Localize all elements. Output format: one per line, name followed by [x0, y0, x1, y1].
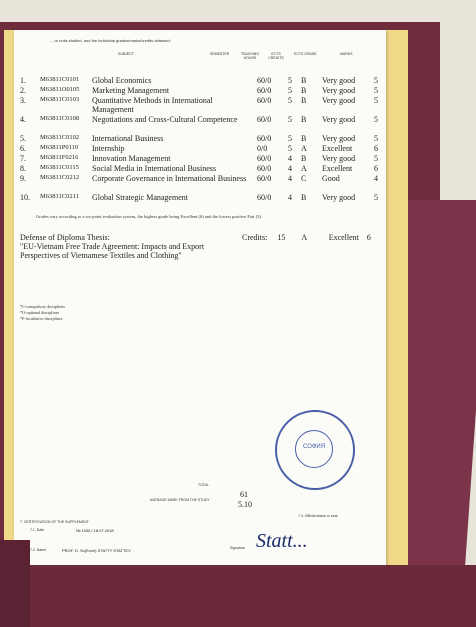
row-mark: Very good: [322, 193, 356, 202]
row-grade: B: [301, 193, 307, 202]
thesis-block: [20, 233, 220, 260]
row-marknum: 5: [374, 96, 378, 105]
row-mark: Very good: [322, 134, 356, 143]
legend-item: *O-optional disciplines: [20, 310, 60, 315]
table-row: [14, 115, 386, 134]
row-hours: 60/0: [257, 174, 272, 183]
row-ects: 5: [288, 76, 292, 85]
grading-note: Grades vary according to a six-point evaluation system, the highest grade being Excellent (6) and the lowest positive Fair (3).: [36, 214, 263, 219]
col-semester: SEMESTER: [210, 52, 230, 56]
row-code: M63811C0115: [40, 164, 79, 171]
row-ects: 5: [288, 134, 292, 143]
row-subject: Global Strategic Management: [92, 193, 188, 202]
row-hours: 60/0: [257, 154, 272, 163]
thesis-mark: Excellent: [328, 233, 359, 242]
row-hours: 0/0: [257, 144, 268, 153]
row-mark: Very good: [322, 154, 356, 163]
row-grade: B: [301, 115, 307, 124]
row-subject: Global Economics: [92, 76, 152, 85]
thesis-title: Defense of Diploma Thesis:: [20, 233, 110, 242]
table-row: [14, 76, 386, 86]
signature: Statt...: [256, 530, 308, 552]
total-value: 61: [240, 490, 248, 499]
row-num: 3.: [20, 96, 26, 105]
row-subject: Marketing Management: [92, 86, 170, 95]
row-grade: C: [301, 174, 307, 183]
avg-label: AVERAGE MARK FROM THE STUDY: [150, 498, 210, 502]
row-marknum: 6: [374, 144, 378, 153]
header-note: ... or units studied, and the individual grades/marks/credits obtained:: [50, 38, 171, 43]
table-row: [14, 134, 386, 144]
row-grade: A: [301, 164, 307, 173]
row-subject: Internship: [92, 144, 125, 153]
row-hours: 60/0: [257, 134, 272, 143]
table-row: [14, 144, 386, 154]
row-grade: A: [301, 144, 307, 153]
row-hours: 60/0: [257, 193, 272, 202]
row-grade: B: [301, 154, 307, 163]
row-code: M63811F0216: [40, 154, 79, 161]
row-subject: Innovation Management: [92, 154, 171, 163]
col-subject: SUBJECT: [118, 52, 134, 56]
row-grade: B: [301, 76, 307, 85]
row-subject: Corporate Governance in International Business: [92, 174, 247, 183]
signature-label: Signature: [230, 546, 245, 550]
row-mark: Excellent: [322, 144, 353, 153]
col-ects: ECTS CREDITS: [268, 52, 284, 60]
table-row: [14, 154, 386, 164]
row-grade: B: [301, 96, 307, 105]
row-marknum: 5: [374, 134, 378, 143]
table-row: [14, 96, 386, 115]
thesis-name: "EU-Vietnam Free Trade Agreement: Impacts and Export Perspectives of Vietnamese Textiles and Clothing": [20, 242, 205, 260]
subjects-table: [14, 76, 386, 203]
row-code: M63811C0102: [40, 134, 80, 141]
row-ects: 4: [288, 174, 292, 183]
row-subject: Quantitative Methods in International Management: [92, 96, 213, 114]
row-marknum: 5: [374, 193, 378, 202]
row-ects: 5: [288, 115, 292, 124]
row-code: M63811C0211: [40, 193, 79, 200]
stamp-text: СОФИЯ: [303, 444, 326, 450]
row-mark: Very good: [322, 115, 356, 124]
table-row: [14, 164, 386, 174]
date-label: 7.1. Date: [30, 528, 45, 532]
row-num: 2.: [20, 86, 26, 95]
row-hours: 60/0: [257, 115, 272, 124]
col-grade: ECTS GRADE: [294, 52, 317, 56]
col-teaching: TEACHING HOURS: [240, 52, 260, 60]
legend-item: *F-facultative disciplines: [20, 316, 63, 321]
row-ects: 4: [288, 164, 292, 173]
credits-label: Credits:: [242, 233, 268, 242]
table-row: [14, 174, 386, 193]
row-num: 9.: [20, 174, 26, 183]
row-ects: 4: [288, 193, 292, 202]
official-stamp-label: 7.4. Official stamp or seal: [298, 514, 338, 518]
thesis-marknum: 6: [366, 233, 371, 242]
discipline-legend: [20, 304, 65, 322]
row-grade: B: [301, 86, 307, 95]
row-num: 6.: [20, 144, 26, 153]
total-label: TOTAL: [198, 483, 209, 487]
avg-value: 5.10: [238, 500, 252, 509]
row-marknum: 5: [374, 154, 378, 163]
row-code: M63811O0105: [40, 86, 80, 93]
row-code: M63811C0101: [40, 76, 80, 83]
row-hours: 60/0: [257, 76, 272, 85]
number-date: № 1930 / 18.07.2018: [76, 528, 114, 533]
row-mark: Very good: [322, 96, 356, 105]
row-marknum: 5: [374, 76, 378, 85]
col-marks: MARKS: [340, 52, 353, 56]
row-marknum: 5: [374, 115, 378, 124]
official-stamp: [275, 410, 355, 490]
thesis-credits: [242, 233, 371, 242]
legend-item: *C-compulsory disciplines: [20, 304, 66, 309]
thesis-grade: A: [301, 233, 307, 242]
certification-heading: 7. CERTIFICATION OF THE SUPPLEMENT: [20, 520, 89, 524]
row-ects: 4: [288, 154, 292, 163]
row-hours: 60/0: [257, 96, 272, 105]
row-num: 5.: [20, 134, 26, 143]
table-row: [14, 86, 386, 96]
row-num: 4.: [20, 115, 26, 124]
row-hours: 60/0: [257, 164, 272, 173]
row-code: M63811C0103: [40, 96, 80, 103]
row-subject: International Business: [92, 134, 164, 143]
row-code: M63811C0108: [40, 115, 80, 122]
row-marknum: 4: [374, 174, 378, 183]
row-code: M63811P0110: [40, 144, 79, 151]
row-code: M63811C0212: [40, 174, 80, 181]
row-num: 7.: [20, 154, 26, 163]
row-num: 8.: [20, 164, 26, 173]
name-label: 7.2. Name: [30, 548, 47, 552]
row-subject: Social Media in International Business: [92, 164, 216, 173]
row-mark: Very good: [322, 76, 356, 85]
name-value: PROF. D. Sc(Econ) STATTY STATTEV: [62, 548, 131, 553]
row-mark: Good: [322, 174, 340, 183]
row-mark: Very good: [322, 86, 356, 95]
row-mark: Excellent: [322, 164, 353, 173]
table-row: [14, 193, 386, 203]
row-num: 1.: [20, 76, 26, 85]
row-grade: B: [301, 134, 307, 143]
row-ects: 5: [288, 96, 292, 105]
row-ects: 5: [288, 144, 292, 153]
row-num: 10.: [20, 193, 30, 202]
credits-value: 15: [277, 233, 286, 242]
row-marknum: 6: [374, 164, 378, 173]
folder-front-flap: [0, 565, 476, 627]
row-subject: Negotiations and Cross-Cultural Competence: [92, 115, 238, 124]
row-marknum: 5: [374, 86, 378, 95]
folder-corner: [0, 540, 30, 627]
row-ects: 5: [288, 86, 292, 95]
row-hours: 60/0: [257, 86, 272, 95]
